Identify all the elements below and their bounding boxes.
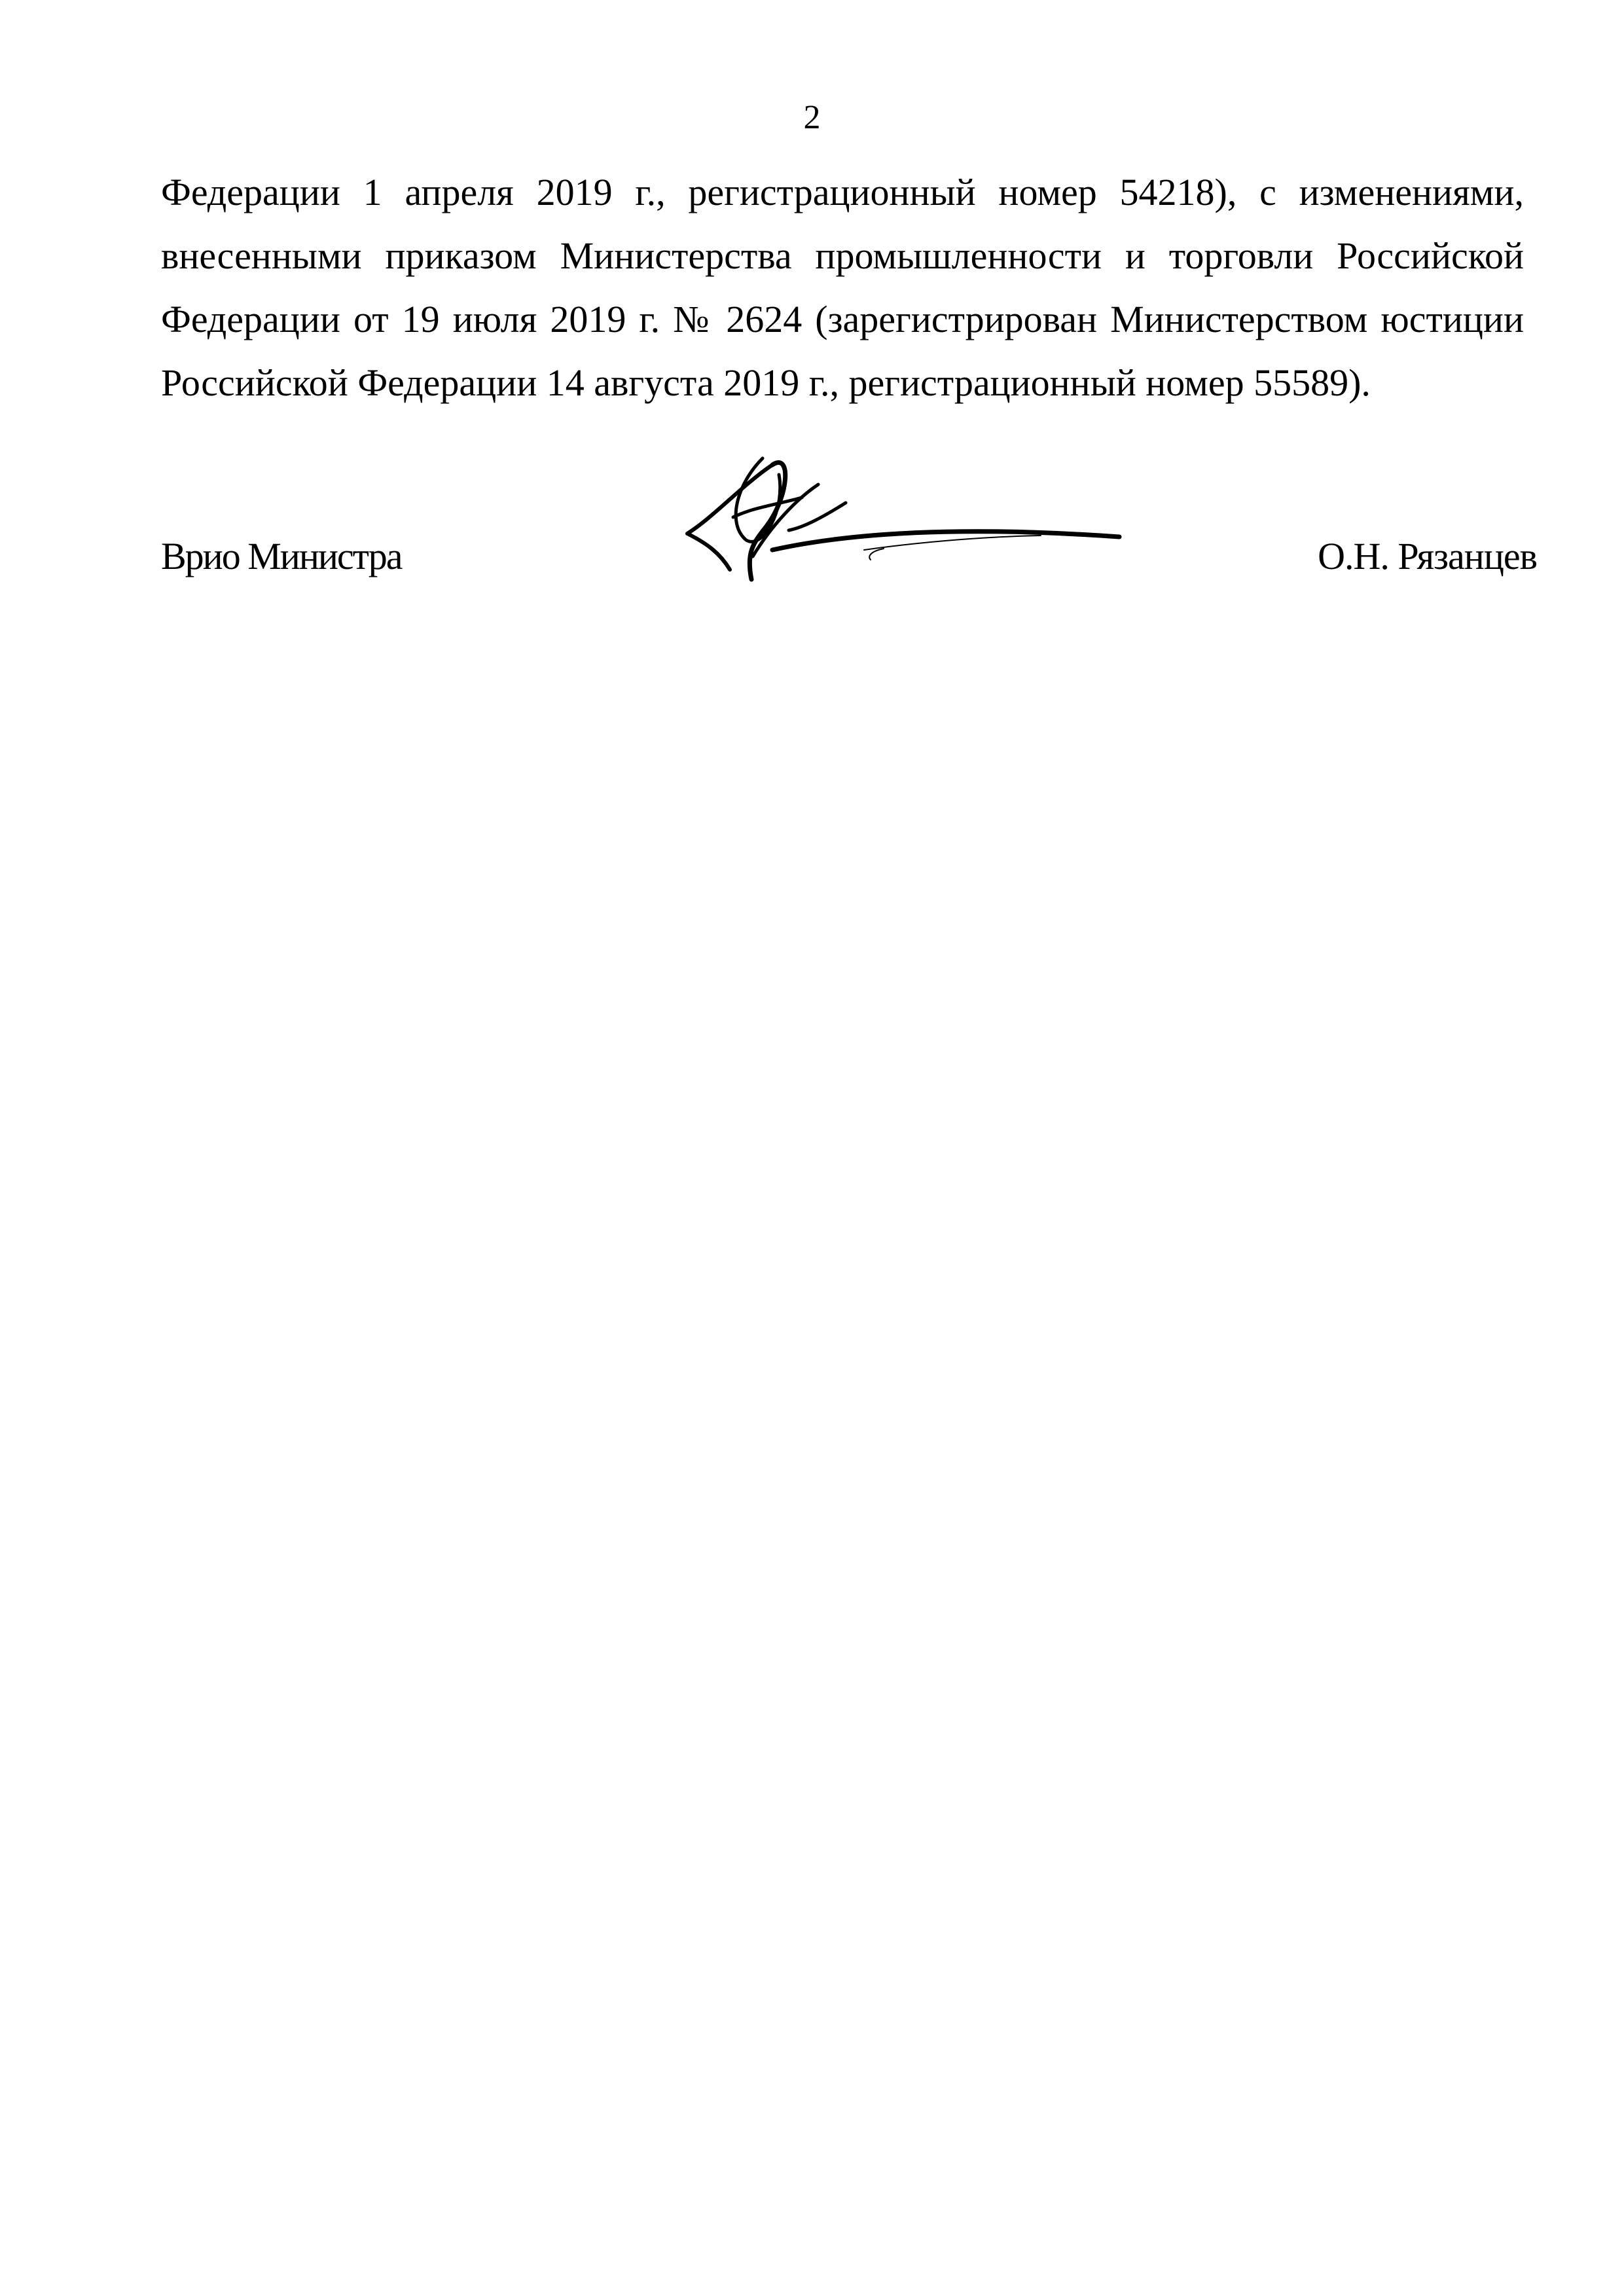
- signer-position: Врио Министра: [161, 535, 402, 577]
- body-line: Российской Федерации 14 августа 2019 г., регистрационный номер 55589).: [161, 361, 1371, 404]
- body-line: Федерации от 19 июля 2019 г. № 2624 (зарегистрирован Министерством юстиции: [161, 298, 1524, 340]
- page-number: 2: [803, 99, 821, 136]
- signer-name: О.Н. Рязанцев: [1318, 535, 1537, 577]
- body-line: Федерации 1 апреля 2019 г., регистрационный номер 54218), с изменениями,: [161, 171, 1524, 213]
- body-line: внесенными приказом Министерства промышленности и торговли Российской: [161, 234, 1524, 277]
- signature-block: [161, 524, 1537, 589]
- document-body: [161, 160, 1524, 414]
